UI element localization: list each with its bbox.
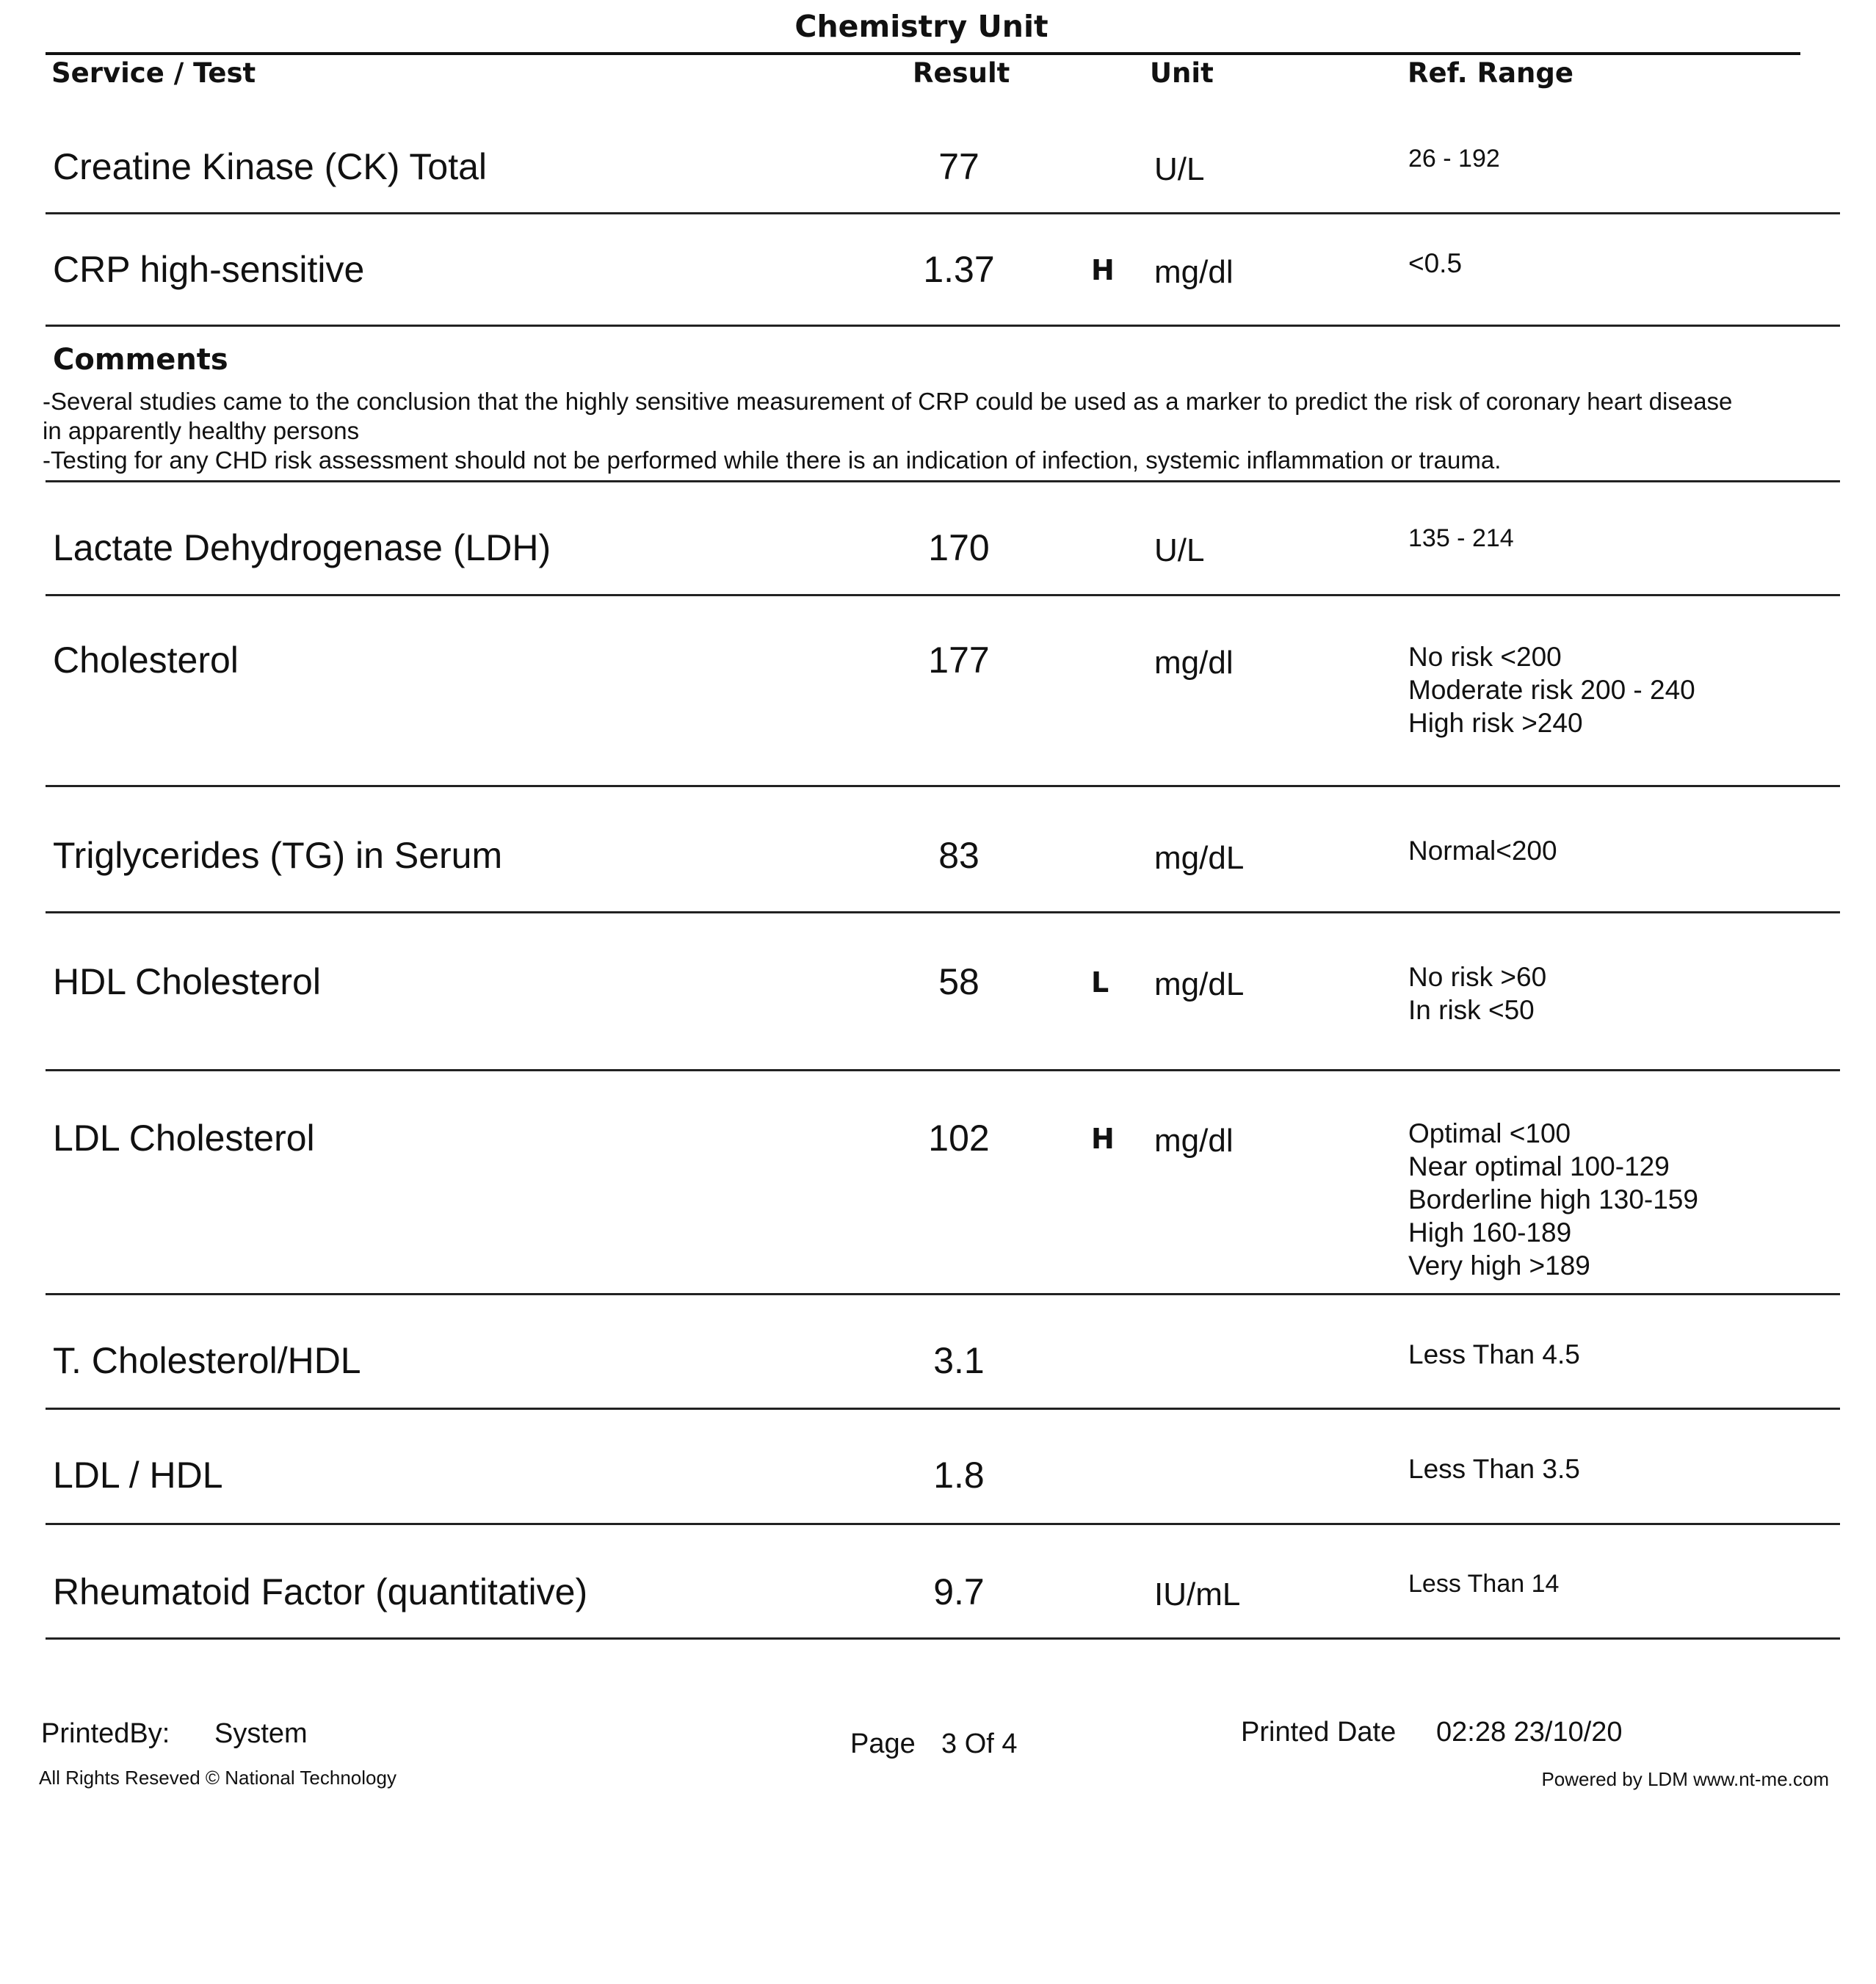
table-row [0, 913, 1876, 1071]
reference-range-line: No risk >60 [1408, 962, 1547, 992]
test-result: 9.7 [933, 1571, 985, 1612]
abnormal-flag: H [1091, 254, 1115, 286]
powered-by: Powered by LDM www.nt-me.com [1541, 1768, 1829, 1790]
comment-line: -Several studies came to the conclusion that the highly sensitive measurement of CRP could be used as a marker to predict the risk of coronary heart disease [43, 388, 1733, 415]
page-label: Page [850, 1728, 916, 1759]
row-divider [46, 1637, 1840, 1640]
reference-range-line: Normal<200 [1408, 836, 1557, 866]
test-unit: U/L [1154, 532, 1205, 568]
header-rule [46, 52, 1800, 55]
table-row [0, 596, 1876, 787]
page-value: 3 Of 4 [941, 1728, 1018, 1759]
reference-range-line: <0.5 [1408, 248, 1463, 278]
column-header-service: Service / Test [51, 57, 256, 89]
test-unit: U/L [1154, 151, 1205, 187]
results-table [0, 117, 1876, 1640]
reference-range-line: Moderate risk 200 - 240 [1408, 675, 1695, 705]
test-result: 1.8 [933, 1455, 985, 1496]
test-result: 77 [938, 146, 979, 187]
reference-range [1408, 834, 1557, 867]
test-name: T. Cholesterol/HDL [53, 1340, 361, 1381]
reference-range-line: High 160-189 [1408, 1217, 1572, 1248]
test-name: Rheumatoid Factor (quantitative) [53, 1571, 588, 1612]
test-name: LDL / HDL [53, 1455, 223, 1496]
reference-range [1408, 1452, 1580, 1485]
comment-line: in apparently healthy persons [43, 417, 360, 444]
reference-range-line: Very high >189 [1408, 1250, 1590, 1281]
comment-line: -Testing for any CHD risk assessment should not be performed while there is an indication of infection, systemic inflammation or trauma. [43, 446, 1502, 474]
results-group-after-comments [0, 482, 1876, 1640]
test-result: 102 [928, 1118, 990, 1159]
table-row [0, 1071, 1876, 1295]
reference-range-line: Less Than 14 [1408, 1570, 1560, 1598]
copyright-notice: All Rights Reseved © National Technology [39, 1767, 396, 1789]
test-result: 170 [928, 527, 990, 568]
reference-range [1408, 1568, 1559, 1601]
test-name: Creatine Kinase (CK) Total [53, 146, 488, 187]
test-result: 177 [928, 640, 990, 681]
reference-range [1408, 640, 1695, 739]
test-name: CRP high-sensitive [53, 249, 365, 290]
test-result: 1.37 [923, 249, 995, 290]
reference-range [1408, 142, 1500, 175]
printed-date-value: 02:28 23/10/20 [1436, 1717, 1623, 1748]
reference-range [1408, 1338, 1580, 1371]
test-name: LDL Cholesterol [53, 1118, 315, 1159]
test-result: 3.1 [933, 1340, 985, 1381]
reference-range-line: 135 - 214 [1408, 524, 1514, 552]
reference-range-line: Optimal <100 [1408, 1118, 1571, 1148]
test-unit: mg/dl [1154, 645, 1234, 681]
reference-range [1408, 522, 1514, 555]
test-result: 58 [938, 961, 979, 1002]
test-result: 83 [938, 835, 979, 876]
comments-block [0, 327, 1876, 482]
test-unit: mg/dL [1154, 840, 1245, 876]
reference-range-line: High risk >240 [1408, 708, 1583, 738]
reference-range-line: Borderline high 130-159 [1408, 1184, 1698, 1214]
table-row [0, 787, 1876, 913]
table-row [0, 1295, 1876, 1410]
reference-range [1408, 960, 1546, 1027]
reference-range-line: In risk <50 [1408, 995, 1535, 1025]
test-unit: IU/mL [1154, 1576, 1241, 1612]
printed-by-value: System [214, 1718, 308, 1749]
section-title: Chemistry Unit [794, 9, 1049, 44]
reference-range-line: Near optimal 100-129 [1408, 1151, 1670, 1181]
reference-range [1408, 1117, 1698, 1282]
reference-range-line: Less Than 3.5 [1408, 1454, 1580, 1484]
reference-range-line: 26 - 192 [1408, 145, 1500, 173]
reference-range-line: Less Than 4.5 [1408, 1339, 1580, 1369]
abnormal-flag: L [1091, 966, 1109, 999]
column-header-result: Result [913, 57, 1010, 89]
test-name: Triglycerides (TG) in Serum [53, 835, 503, 876]
comments-body [43, 387, 1732, 475]
test-unit: mg/dl [1154, 254, 1234, 290]
results-group-before-comments [0, 117, 1876, 327]
table-row [0, 1525, 1876, 1640]
test-name: HDL Cholesterol [53, 961, 321, 1002]
column-header-ref-range: Ref. Range [1408, 57, 1573, 89]
test-name: Lactate Dehydrogenase (LDH) [53, 527, 551, 568]
column-header-unit: Unit [1150, 57, 1214, 89]
reference-range-line: No risk <200 [1408, 642, 1562, 672]
test-unit: mg/dL [1154, 966, 1245, 1002]
table-row [0, 1410, 1876, 1525]
table-row [0, 482, 1876, 596]
printed-by-label: PrintedBy: [41, 1718, 170, 1749]
test-name: Cholesterol [53, 640, 239, 681]
table-row [0, 117, 1876, 214]
abnormal-flag: H [1091, 1123, 1115, 1155]
reference-range [1408, 247, 1462, 280]
printed-date-label: Printed Date [1241, 1717, 1397, 1748]
test-unit: mg/dl [1154, 1123, 1234, 1159]
table-row [0, 214, 1876, 327]
comments-title: Comments [53, 343, 228, 377]
